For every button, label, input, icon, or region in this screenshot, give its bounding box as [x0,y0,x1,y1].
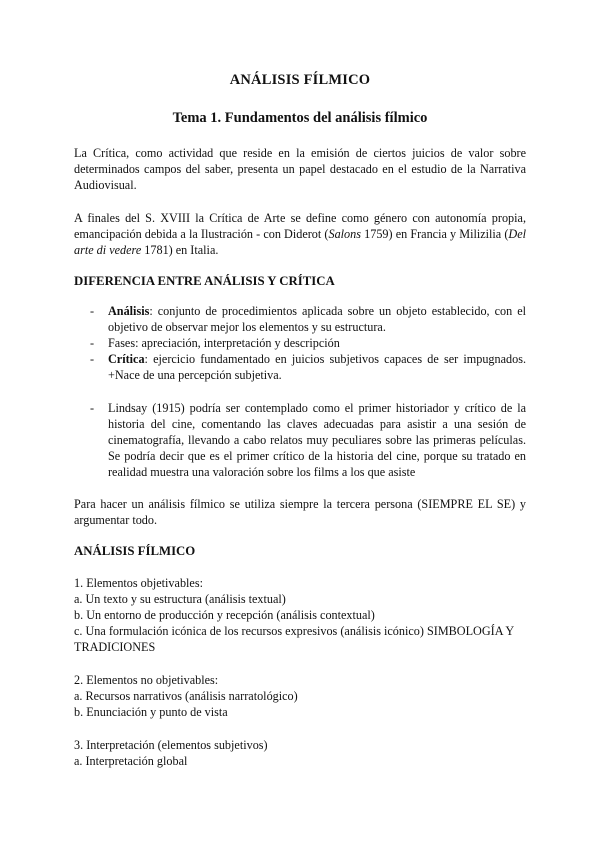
list-item: - Crítica: ejercicio fundamentado en juicios subjetivos capaces de ser impugnados. +Nace de una percepción subjetiva. [90,352,526,382]
section-heading-diferencia: DIFERENCIA ENTRE ANÁLISIS Y CRÍTICA [74,274,335,288]
intro-paragraph-1: La Crítica, como actividad que reside en la emisión de ciertos juicios de valor sobre determinados campos del saber, presenta un papel destacado en el estudio de la Narrativa Audiovisual. [74,146,526,192]
group-1-item-b: b. Un entorno de producción y recepción (análisis contextual) [74,608,375,622]
list-item: - Fases: apreciación, interpretación y descripción [90,336,340,350]
document-title: ANÁLISIS FÍLMICO [229,72,371,88]
group-1-item-c: c. Una formulación icónica de los recursos expresivos (análisis icónico) SIMBOLOGÍA Y TRADICIONES [74,624,514,654]
list-item: - Lindsay (1915) podría ser contemplado como el primer historiador y crítico de la historia del cine, comentando las claves adecuadas para asistir a una sesión de cinematografía, llevando a cabo relatos muy peculiares sobre las primeras películas. Se podría decir que es el primer crítico de la historia del cine, porque su tratado en realidad muestra una valoración sobre los films a los que asiste [90,401,526,479]
group-2-item-b: b. Enunciación y punto de vista [74,705,228,719]
group-1-title: 1. Elementos objetivables: [74,576,203,590]
group-3-title: 3. Interpretación (elementos subjetivos) [74,738,268,752]
group-1-item-a: a. Un texto y su estructura (análisis textual) [74,592,286,606]
section-heading-analisis: ANÁLISIS FÍLMICO [74,544,196,558]
definitions-list [74,303,526,383]
intro-paragraph-2: A finales del S. XVIII la Crítica de Arte se define como género con autonomía propia, emancipación debida a la Ilustración - con Diderot (Salons 1759) en Francia y Milizilia (Del arte di vedere 1781) en Italia. [74,211,526,257]
salons-title: Salons [328,227,361,241]
lindsay-list [74,400,526,480]
note-paragraph: Para hacer un análisis fílmico se utiliza siempre la tercera persona (SIEMPRE EL SE) y argumentar todo. [74,497,526,527]
group-2-title: 2. Elementos no objetivables: [74,673,219,687]
group-2-item-a: a. Recursos narrativos (análisis narratológico) [74,689,298,703]
del-arte-title: Del arte di vedere [74,227,526,257]
document-subtitle: Tema 1. Fundamentos del análisis fílmico [172,110,428,126]
group-3-item-a: a. Interpretación global [74,754,188,768]
list-item: - Análisis: conjunto de procedimientos aplicada sobre un objeto establecido, con el objetivo de observar mejor los elementos y su estructura. [90,304,526,334]
